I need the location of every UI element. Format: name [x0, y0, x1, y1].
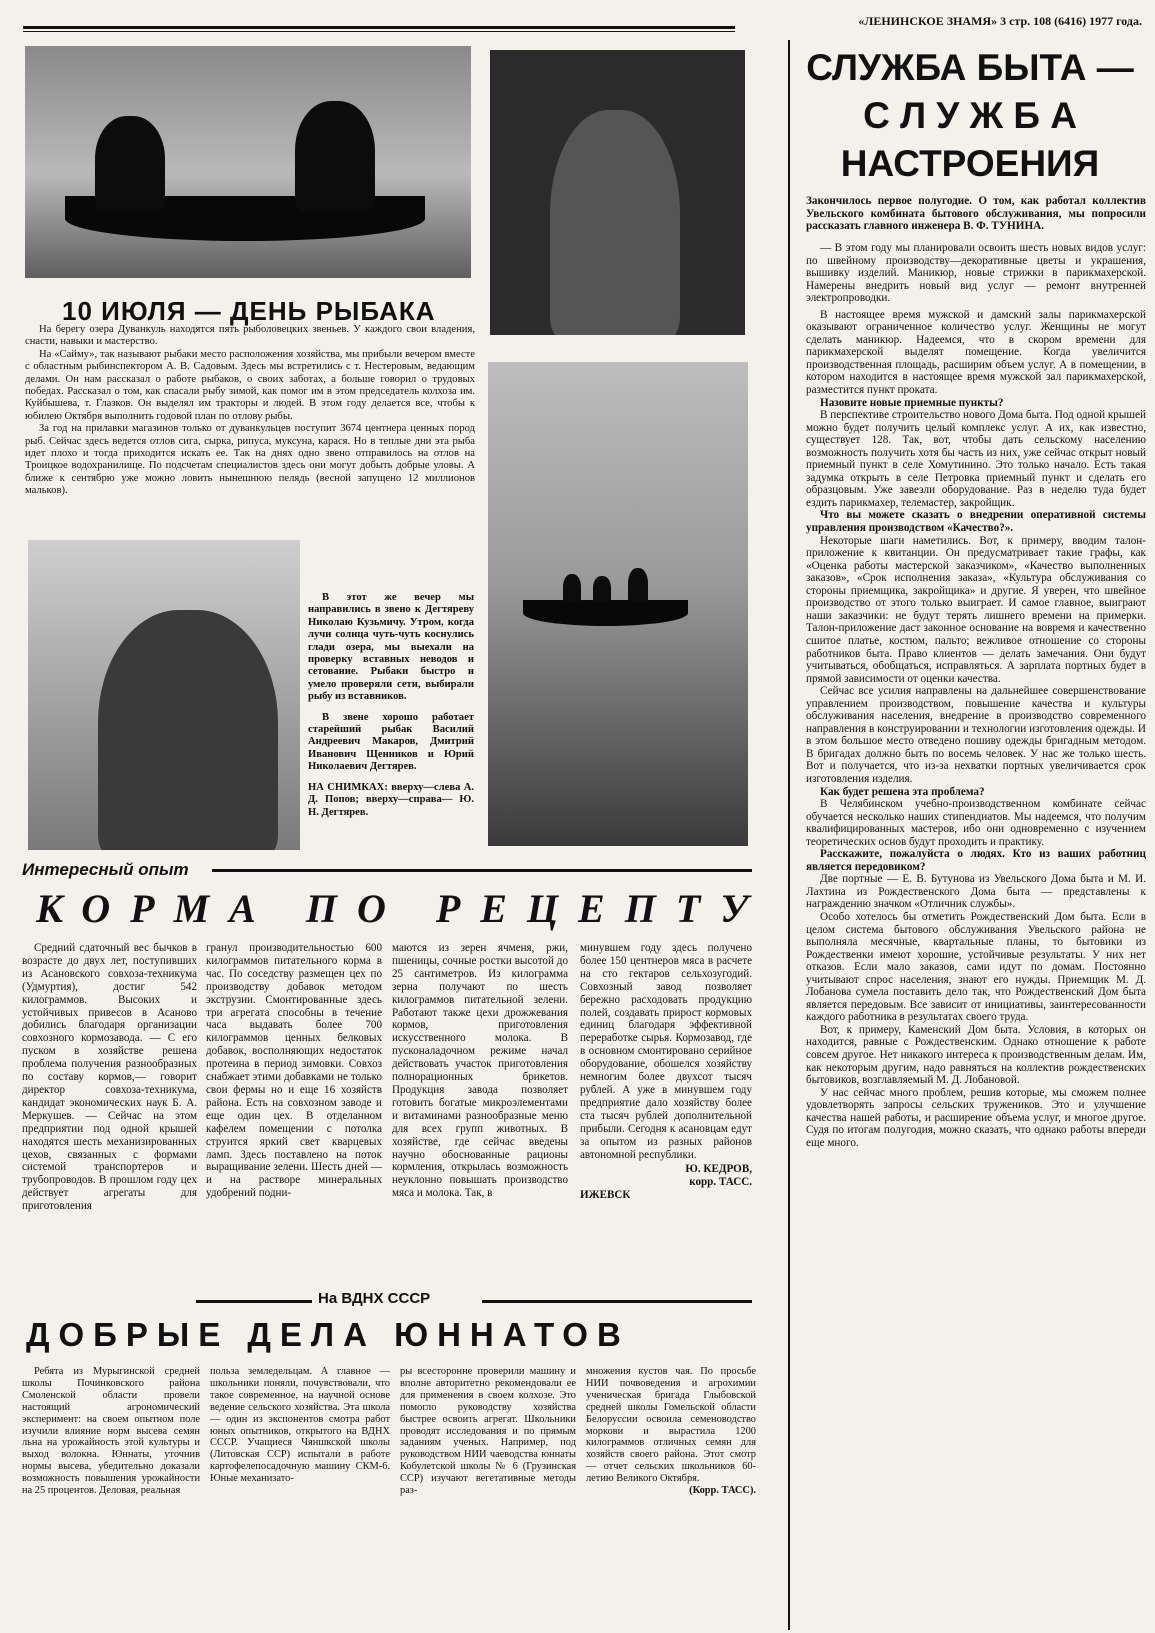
- feed-agency: корр. ТАСС.: [689, 1176, 752, 1189]
- fishing-article-title: 10 ИЮЛЯ — ДЕНЬ РЫБАКА: [62, 296, 436, 326]
- fishing-paragraph: В звене хорошо работает старейший рыбак Василий Андреевич Макаров, Дмитрий Иванович Щенников и Юрий Николаевич Дегтярев.: [308, 711, 474, 773]
- vdnh-text: польза земледельцам. А главное — школьники поняли, почувствовали, что такое современное, на научной основе ведение сельского хозяйства. Эта школа — один из экспонентов смотра работ юных опытников, открытого на ВДНХ СССР. Учащиеся Чяншкской школы (Литовская ССР) испытали в работе картофелепосадочную машину СКМ-6. Юные механизато-: [210, 1366, 390, 1485]
- title-line: НАСТРОЕНИЯ: [840, 143, 1100, 184]
- service-paragraph: Сейчас все усилия направлены на дальнейшее совершенствование управлением производством, повышение качества и культуры обслуживания населения, внедрение в производство современного направления в конструировании и технологии изготовления одежды. И в этом большое место отведено пошиву одежды бригадным методом. В бригадах должно быть по восемь человек. У нас же только шесть. Вот и получается, что из-за нехватки портных увеличивается срок изготовления изделия.: [806, 685, 1146, 785]
- feed-column-3: [392, 942, 568, 1200]
- vdnh-article-title: ДОБРЫЕ ДЕЛА ЮННАТОВ: [26, 1316, 630, 1353]
- photo-fishermen-boat: [25, 46, 471, 278]
- fishing-paragraph: За год на прилавки магазинов только от дуванкульцев поступит 3674 центнера ценных пород рыб. Сейчас здесь ведется отлов сига, сырка, рипуса, муксуна, карася. Но в теплые дни эта рыба идет плохо и тогда приходится искать ее. Так на днях одно звено отправилось на отлов на Троицкое водохранилище. По подсчетам специалистов здесь они могут добыть добрые уловы. А ближе к сентябрю уже можно ловить нынешнюю пелядь (весной запущено 12 миллионов мальков).: [25, 423, 475, 497]
- service-paragraph: Вот, к примеру, Каменский Дом быта. Условия, в которых он находится, равные с Рождественским. Однако отношение к работе совсем другое. Нет никакого интереса к производственным делам. Им, как некоторым другим, надо равняться на коллектив рождественских бытовиков, возглавляемый М. Д. Лобановой.: [806, 1023, 1146, 1087]
- vdnh-column-1: [22, 1366, 200, 1497]
- feed-column-4: [580, 942, 752, 1202]
- caption-label: НА СНИМКАХ:: [308, 781, 388, 793]
- feed-rubric: Интересный опыт: [22, 860, 189, 879]
- masthead-rule: [23, 26, 735, 32]
- service-paragraph: Особо хотелось бы отметить Рождественский Дом быта. Если в целом система бытового обслуживания Увельского района не выполняла месячные, квартальные планы, то бытовики из Рождественки имеют хорошие, устойчивые результаты. У них нет отказов. Если мало заказов, сами идут по домам. Постоянно учитывают спрос населения, знают его нужды. Приемщик М. Д. Лобанова сумела поставить дело так, что Рождественский Дом быта является передовым. Все зависит от инициативы, заинтересованности каждого работника в результатах своего труда.: [806, 910, 1146, 1024]
- feed-column-2: [206, 942, 382, 1200]
- feed-text: гранул производительностью 600 килограммов питательного корма в час. По соседству размещен цех по производству добавок методом экструзии. Смонтированные здесь три агрегата способны в течение часа выдавать более 700 килограммов ценных белковых добавок, восполняющих недостаток протеина в период зимовки. Совхоз снабжает этими добавками не только свои фермы но и еще 16 хозяйств района. Есть на совхозном заводе и еще один цех. В отделанном кафелем помещении с потолка струится яркий свет кварцевых ламп. Здесь поставлено на поток выращивание зелени. Шесть дней — и на растворе минеральных удобрений подни-: [206, 942, 382, 1200]
- rubric-rule: [212, 869, 752, 872]
- service-paragraph: Две портные — Е. В. Бутунова из Увельского Дома быта и М. И. Лахтина из Рождественского Дома быта — представлены к награждению значком «Отличник службы».: [806, 873, 1146, 911]
- fishing-paragraph: На «Сайму», так называют рыбаки место расположения хозяйства, мы прибыли вечером вместе с областным рыбинспектором А. В. Садовым. Здесь мы встретились с т. Нестеровым, ведающим делами. Он нам рассказал о работе рыбаков, о своих заботах, а больше говорил о трудовых победах. Рассказал о том, как спасали рыбу зимой, как помог им в этом председатель колхоза им. Куйбышева, т. Глазков. Он выделял им тракторы и людей. В этом году делается все, чтобы к юбилею Октября выполнить годовой план по отлову рыбы.: [25, 348, 475, 422]
- service-question: Расскажите, пожалуйста о людях. Кто из ваших работниц является передовиком?: [806, 848, 1146, 873]
- rubric-rule-left: [196, 1300, 312, 1303]
- vdnh-text: ры всесторонне проверили машину и вполне авторитетно рекомендовали ее для применения в своем колхозе. Это помогло руководству хозяйства быстрее освоить агрегат. Школьники проводят исследования и по прямым заданиям ученых. Например, под руководством НИИ чаеводства юннаты Кобулетской школы № 6 (Грузинская ССР) изучают вегетативные методы раз-: [400, 1366, 576, 1497]
- service-paragraph: Некоторые шаги наметились. Вот, к примеру, вводим талон-приложение к квитанции. Он предусматривает такие графы, как «Оценка работы мастерской заказчиком», «Качество выполненных заказов», «Срок исполнения заказа», «Культура обслуживания со стороны приемщика, закройщика» и другие. Я уверен, что швейное производство от этого только выиграет. И самое главное, выиграют наши заказчики: не будут терять лишнего времени на примерки. Талон-приложение даст законное основание на вовремя и качественно сшитое платье, костюм, пальто; вежливое отношение со стороны работников быта. Право клиентов — делать замечания. Они будут учитываться, обобщаться, исправляться. А зарплата портных будет в прямой зависимости от оценки качества.: [806, 534, 1146, 685]
- vdnh-text: множения кустов чая. По просьбе НИИ почвоведения и агрохимии ученическая бригада Глыбовской средней школы Гомельской области Белоруссии освоила семеноводство моркови и вырастила 1200 килограммов отличных семян для хозяйств своего района. Этот смотр — отчет сельских школьников 60-летию Великого Октября.: [586, 1366, 756, 1485]
- photo-fisherman-portrait-top: [490, 50, 745, 335]
- feed-text: маются из зерен ячменя, ржи, пшеницы, сочные ростки высотой до 25 сантиметров. Из килограмма зерна получают по шесть килограммов питательной зелени. Работают также цехи дрожжевания кормов, приготовления искусственного молока. В пусконаладочном режиме начал действовать участок приготовления полнорационных брикетов. Продукция завода позволяет готовить богатые микроэлементами и витаминами разнообразные меню для всех групп животных. В хозяйстве, где сейчас введены научно обоснованные рационы кормления, открылась возможность неуклонно повышать производство мяса и молока. Так, в: [392, 942, 568, 1200]
- vdnh-column-4: [586, 1366, 756, 1497]
- service-article-text: [806, 242, 1146, 1149]
- column-divider: [788, 40, 790, 1630]
- service-lead: Закончилось первое полугодие. О том, как работал коллектив Увельского комбината бытового обслуживания, мы попросили рассказать главного инженера В. Ф. ТУНИНА.: [806, 195, 1146, 233]
- fishing-paragraph: В этот же вечер мы направились в звено к Дегтяреву Николаю Кузьмичу. Утром, когда лучи солнца чуть-чуть коснулись глади озера, мы выехали на проверку вставных неводов и сетование. Рыбаки быстро и умело проверяли сети, выбирали рыбу из вставников.: [308, 592, 474, 703]
- vdnh-agency: (Корр. ТАСС).: [689, 1485, 756, 1497]
- feed-article-title: КОРМА ПО РЕЦЕПТУ: [36, 886, 769, 931]
- masthead: «ЛЕНИНСКОЕ ЗНАМЯ» 3 стр. 108 (6416) 1977 года.: [858, 14, 1142, 28]
- feed-author: Ю. КЕДРОВ,: [685, 1163, 752, 1176]
- service-paragraph: В Челябинском учебно-производственном комбинате сейчас обучается несколько наших стипендиатов. Мы надеемся, что получим квалифицированных мастеров, ибо они одновременно с изучением теоретических основ будут проходить и практику.: [806, 798, 1146, 848]
- service-paragraph: В настоящее время мужской и дамский залы парикмахерской оказывают ограниченное количество услуг. Женщины не могут сделать маникюр. Надеемся, что в скором времени для парикмахерской выделят помещение. Когда увеличится производственная площадь, расширим объем услуг. А в помещении, в котором находится в настоящее время мужской зал парикмахерской, разместится пункт проката.: [806, 308, 1146, 397]
- service-question: Назовите новые приемные пункты?: [820, 396, 1004, 409]
- rubric-rule-right: [482, 1300, 752, 1303]
- fishing-article-text-col2: [308, 592, 474, 819]
- feed-column-1: [22, 942, 197, 1213]
- fishing-article-text: [25, 324, 475, 498]
- feed-text: минувшем году здесь получено более 150 центнеров мяса в расчете на сто гектаров сельхозугодий. Совхозный завод позволяет бережно расходовать продукцию полей, создавать прирост кормовых единиц благодаря эффективной переработке сырья. Кормозавод, где в основном смонтировано серийное оборудование, обошелся хозяйству немногим более двухсот тысяч рублей. А уже в минувшем году предприятие дало хозяйству более ста тысяч рублей дополнительной прибыли. Сегодня к асановцам едут за опытом из разных районов автономной республики.: [580, 942, 752, 1161]
- title-line: СЛУЖБА БЫТА —: [806, 47, 1134, 88]
- service-question: Как будет решена эта проблема?: [820, 785, 985, 798]
- service-paragraph: У нас сейчас много проблем, решив которые, мы сможем полнее удовлетворять запросы сельских тружеников. Это и улучшение качества нашей работы, и расширение объема услуг, и многое другое. Судя по итогам полугодия, можно сказать, что однако работы впереди еще много.: [806, 1086, 1146, 1149]
- service-article-title: [795, 44, 1145, 188]
- feed-place: ИЖЕВСК: [580, 1189, 631, 1202]
- vdnh-rubric: На ВДНХ СССР: [318, 1290, 431, 1307]
- service-paragraph: В перспективе строительство нового Дома быта. Под одной крышей можно будет получить целый комплекс услуг. А их, как известно, существует 128. Так, вот, чтобы дать сельскому населению возможность получить хотя бы часть из них, уже сейчас открыт новый приемный пункт в селе Хомутинино. Это только начало. Есть такая задумка открыть в селе Петровка приемный пункт и сделать его образцовым. Уже завезли оборудование. Раз в неделю туда будет ездить парикмахер, телемастер, закройщик.: [806, 409, 1146, 509]
- photo-boat-on-lake: [488, 362, 748, 846]
- vdnh-column-2: [210, 1366, 390, 1485]
- photo-caption: [308, 782, 474, 819]
- fishing-intro: На берегу озера Дуванкуль находятся пять рыболовецких звеньев. У каждого свои владения, снасти, навыки и мастерство.: [25, 324, 475, 348]
- caption-text: вверху—слева А. Д. Попов; вверху—справа— Ю. Н. Дегтярев.: [308, 781, 474, 818]
- service-question: Что вы можете сказать о внедрении оперативной системы управления производством «Качество?».: [806, 509, 1146, 535]
- service-paragraph: — В этом году мы планировали освоить шесть новых видов услуг: по швейному производству—декоративные цветы и украшения, вышивку изделий. Маникюр, новые стрижки в парикмахерской. Намерены внедрить новый вид услуг — ремонт внутренней электропроводки.: [806, 242, 1146, 305]
- vdnh-text: Ребята из Мурыгинской средней школы Починковского района Смоленской области провели настоящий агрономический эксперимент: на своем опытном поле изучили влияние норм высева семян льна на урожайность этой культуры и выход волокна. Юннаты, уточнив нормы высева, убедительно доказали возможность повышения урожайности на 25 процентов. Деловая, реальная: [22, 1366, 200, 1497]
- photo-fisherman-portrait-bottom: [28, 540, 300, 850]
- vdnh-column-3: [400, 1366, 576, 1497]
- title-line: С Л У Ж Б А: [863, 95, 1077, 136]
- feed-text: Средний сдаточный вес бычков в возрасте до двух лет, поступивших из Асановского совхоза-техникума (Удмуртия), достиг 542 килограммов. Высоких и устойчивых привесов в Асаново добились благодаря организации совхозного кормозавода. — С его пуском в хозяйстве решена проблема получения разнообразных по составу кормов,— говорит директор совхоза-техникума, кандидат экономических наук Б. А. Меркушев. — Сейчас на этом предприятии под одной крышей находятся шесть механизированных цехов, связанных с формами системой транспортеров и трубопроводов. В прошлом году цех действует агрегаты для приготовления: [22, 942, 197, 1213]
